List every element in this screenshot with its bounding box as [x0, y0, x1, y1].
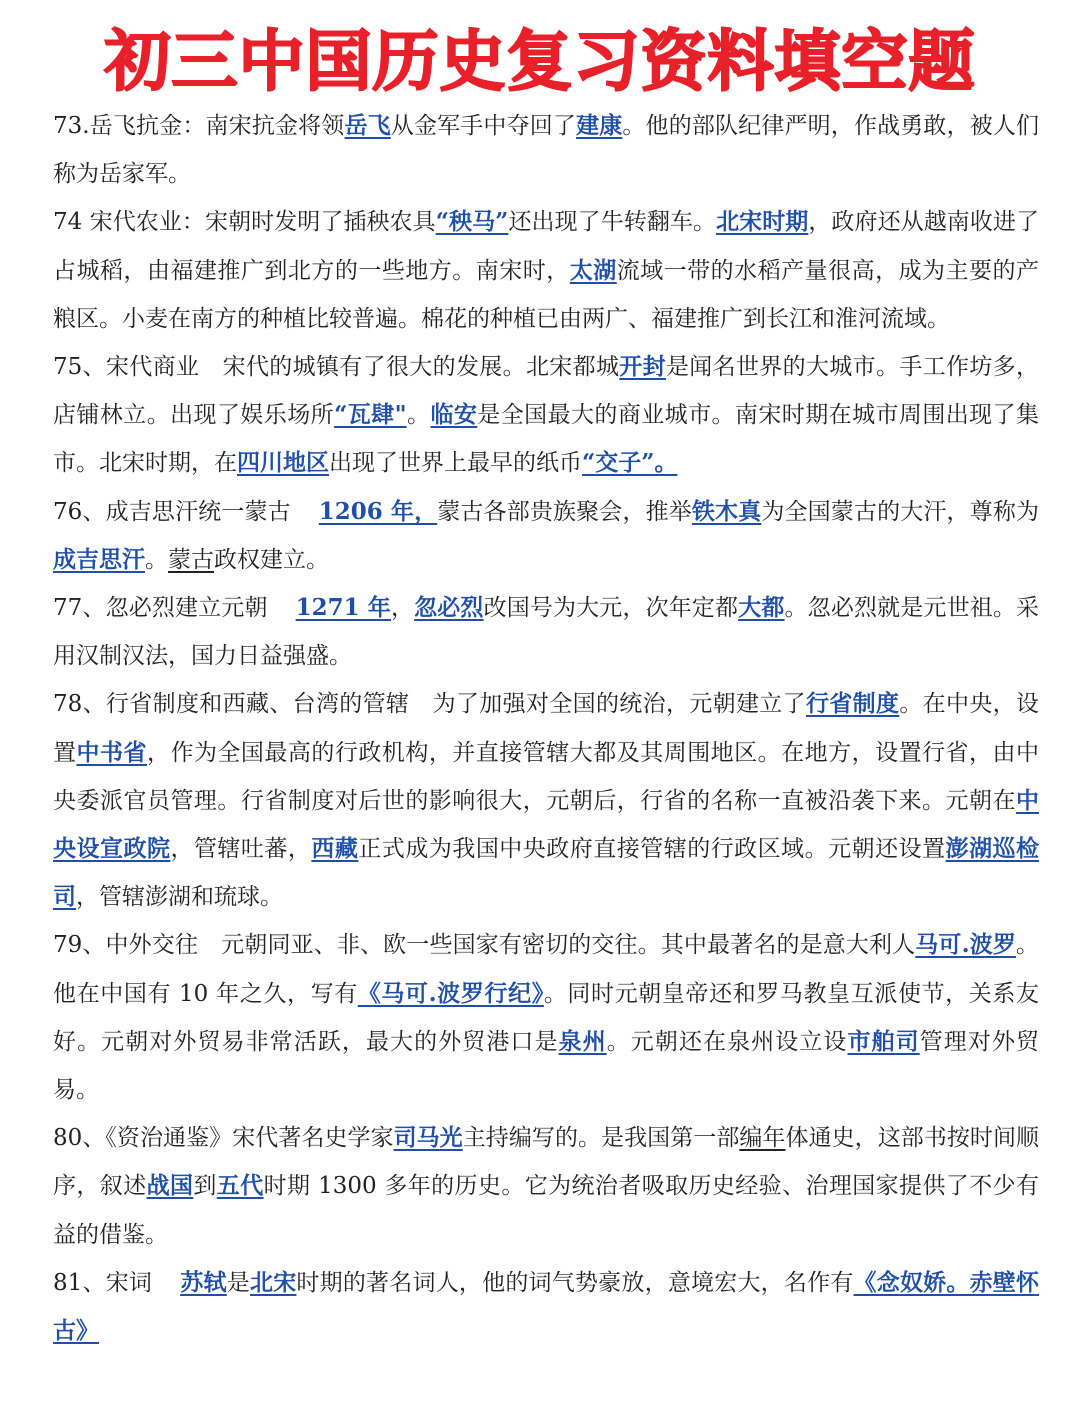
text: 。同时元朝皇帝还和罗马教皇互派使节，关系友好。元朝对外贸易非常活跃，最大的外贸港口是: [53, 980, 1039, 1055]
text: 是全国最大的商业城市。南宋时期在城市周围出现了集市。北宋时期，在: [53, 402, 1040, 477]
text: ，管辖澎湖和琉球。: [76, 884, 283, 911]
text: 。他的部队纪律严明，作战勇敢，被人们称为岳家军。: [53, 113, 1040, 188]
answer-kaifeng: 开封: [619, 353, 666, 381]
answer-xingsheng-zhidu: 行省制度: [805, 690, 900, 718]
text: 主持编写的。是我国第一部: [462, 1125, 740, 1152]
answer-beisong: 北宋: [249, 1268, 297, 1296]
answer-yuefei: 岳飞: [344, 112, 391, 139]
text: 体通史，这部书按时间顺序，叙述: [53, 1125, 1040, 1200]
answer-sushi: 苏轼: [180, 1268, 227, 1296]
text: 还出现了牛转翻车。: [508, 209, 717, 236]
text: 。在中央，设置: [53, 691, 1040, 766]
answer-tiemuzhen: 铁木真: [691, 497, 762, 525]
paragraph-78: [53, 680, 1039, 921]
paragraph-79: [53, 921, 1039, 1114]
text: 。: [406, 402, 431, 429]
paragraph-74: [53, 198, 1039, 343]
paragraph-81: [53, 1259, 1039, 1355]
paragraph-77: [53, 584, 1039, 680]
answer-quanzhou: 泉州: [558, 1027, 607, 1055]
paragraph-76: [53, 488, 1039, 584]
answer-hubilie: 忽必烈: [414, 594, 484, 622]
text: 78、行省制度和西藏、台湾的管辖 为了加强对全国的统治，元朝建立了: [53, 691, 806, 718]
paragraph-75: [53, 343, 1039, 488]
text: 。他在中国有 10 年之久，写有: [53, 932, 1039, 1007]
text: 正式成为我国中央政府直接管辖的行政区域。元朝还设置: [358, 836, 946, 863]
answer-wudai: 五代: [216, 1172, 264, 1200]
answer-dadu: 大都: [738, 594, 785, 622]
text: ，作为全国最高的行政机构，并直接管辖大都及其周围地区。在地方，设置行省，由中央委派官员管理。行省制度对后世的影响很大，元朝后，行省的名称一直被沿袭下来。元朝在: [53, 739, 1040, 814]
paragraph-73: [53, 102, 1039, 198]
answer-zhongshusheng: 中书省: [76, 738, 147, 766]
answer-taihu: 太湖: [569, 256, 617, 284]
answer-shibosi: 市舶司: [847, 1027, 920, 1055]
text: 79、中外交往 元朝同亚、非、欧一些国家有密切的交往。其中最著名的是意大利人: [53, 932, 916, 959]
text: 政权建立。: [214, 546, 329, 573]
text: 77、忽必烈建立元朝: [53, 595, 268, 622]
text: 。忽必烈就是元世祖。采用汉制汉法，国力日益强盛。: [53, 595, 1040, 670]
text: ，政府还从越南收进了占城稻，由福建推广到北方的一些地方。南宋时，: [53, 209, 1039, 284]
text: 流域一带的水稻产量很高，成为主要的产粮区。小麦在南方的种植比较普遍。棉花的种植已由两广、福建推广到长江和淮河流域。: [53, 257, 1040, 332]
text: 是闻名世界的大城市。手工作坊多，店铺林立。出现了娱乐场所: [53, 354, 1039, 429]
answer-jiaozi: “交子”。: [582, 449, 678, 477]
answer-simaguang: 司马光: [393, 1124, 463, 1152]
content-body: [53, 102, 1039, 1355]
page-title: 初三中国历史复习资料填空题: [104, 23, 976, 100]
text: 75、宋代商业 宋代的城镇有了很大的发展。北宋都城: [53, 354, 620, 381]
answer-wasi: “瓦肆": [334, 401, 407, 429]
text: 。: [145, 546, 168, 573]
answer-biannian: 编年: [739, 1125, 786, 1152]
answer-xuanzhengyuan: 中央设宣政院: [53, 786, 1039, 863]
answer-yangma: “秧马”: [435, 208, 509, 236]
text: 80、《资治通鉴》宋代著名史学家: [53, 1125, 394, 1152]
text: 76、成吉思汗统一蒙古: [53, 498, 291, 525]
answer-linan: 临安: [430, 401, 478, 429]
answer-marco-polo-book: 《马可.波罗行纪》: [357, 979, 544, 1007]
text: 时期的著名词人，他的词气势豪放，意境宏大，名作有: [296, 1269, 854, 1296]
text: 从金军手中夺回了: [390, 113, 577, 139]
text: 81、宋词: [53, 1269, 153, 1296]
answer-1271: 1271 年: [295, 594, 391, 622]
answer-xizang: 西藏: [311, 835, 359, 863]
answer-penghu-xunjiansi: 澎湖巡检司: [53, 835, 1040, 911]
paragraph-80: [53, 1114, 1039, 1259]
text: 蒙古各部贵族聚会，推举: [437, 498, 692, 525]
text: 时期 1300 多年的历史。它为统治者吸取历史经验、治理国家提供了不少有益的借鉴。: [53, 1173, 1040, 1248]
text: 到: [193, 1173, 217, 1200]
answer-sichuan: 四川地区: [237, 449, 329, 477]
text: 改国号为大元，次年定都: [483, 595, 739, 622]
answer-1206: 1206 年，: [318, 497, 438, 525]
answer-jiankang: 建康: [576, 112, 623, 139]
answer-niannujiao: 《念奴娇。赤壁怀古》: [53, 1268, 1040, 1345]
answer-marco-polo: 马可.波罗: [915, 931, 1016, 959]
answer-beisong-shiqi: 北宋时期: [716, 208, 809, 236]
text: 。元朝还在泉州设立设: [606, 1028, 848, 1055]
answer-chengjisihan: 成吉思汗: [53, 545, 145, 573]
text: 74 宋代农业：宋朝时发明了插秧农具: [53, 209, 436, 236]
text: 73.岳飞抗金：南宋抗金将领: [53, 113, 345, 139]
text: ，: [390, 595, 415, 622]
text: 为全国蒙古的大汗，尊称为: [761, 498, 1040, 525]
answer-zhanguo: 战国: [146, 1172, 194, 1200]
text: 是: [226, 1269, 250, 1296]
text: 出现了世界上最早的纸币: [329, 450, 582, 477]
text: 管理对外贸易。: [53, 1028, 1040, 1104]
text: ，管辖吐蕃，: [170, 836, 312, 863]
answer-menggu: 蒙古: [168, 546, 214, 573]
